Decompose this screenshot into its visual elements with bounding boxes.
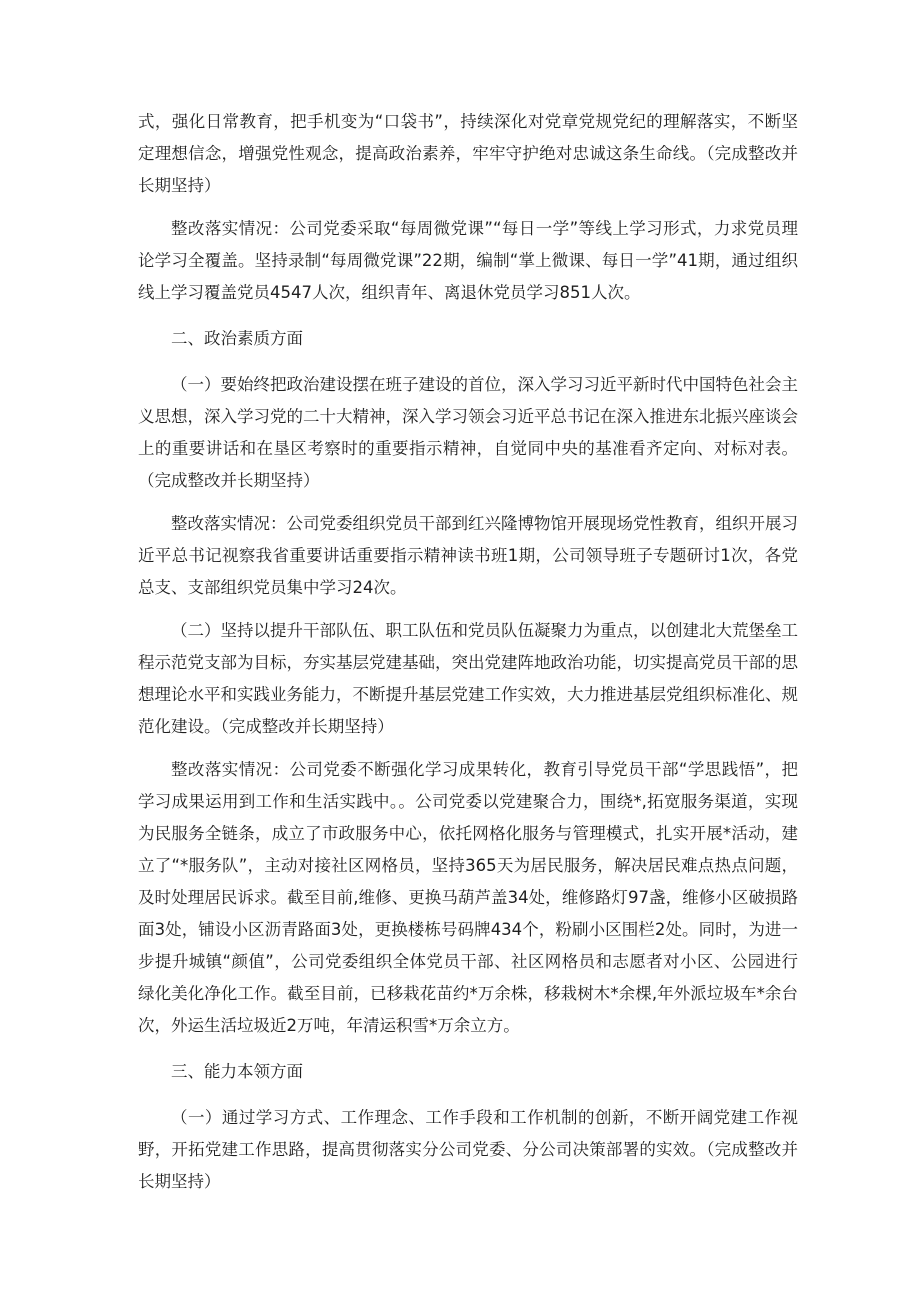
rectification-status-paragraph: 整改落实情况：公司党委组织党员干部到红兴隆博物馆开展现场党性教育，组织开展习近平总书记视察我省重要讲话重要指示精神读书班1期，公司领导班子专题研讨1次，各党总支、支部组织党员集中学习24次。	[138, 514, 798, 597]
section-heading-political-quality: 二、政治素质方面	[171, 329, 303, 348]
section-heading-capability: 三、能力本领方面	[171, 1062, 303, 1081]
item-paragraph: （一）要始终把政治建设摆在班子建设的首位，深入学习习近平新时代中国特色社会主义思想，深入学习党的二十大精神，深入学习领会习近平总书记在深入推进东北振兴座谈会上的重要讲话和在垦区考察时的重要指示精神，自觉同中央的基准看齐定向、对标对表。（完成整改并长期坚持）	[138, 375, 798, 490]
document-page	[138, 106, 798, 1198]
continuation-paragraph: 式，强化日常教育，把手机变为“口袋书”，持续深化对党章党规党纪的理解落实，不断坚定理想信念，增强党性观念，提高政治素养，牢牢守护绝对忠诚这条生命线。（完成整改并长期坚持）	[138, 112, 798, 195]
item-paragraph: （一）通过学习方式、工作理念、工作手段和工作机制的创新，不断开阔党建工作视野，开拓党建工作思路，提高贯彻落实分公司党委、分公司决策部署的实效。（完成整改并长期坚持）	[138, 1108, 798, 1191]
item-paragraph: （二）坚持以提升干部队伍、职工队伍和党员队伍凝聚力为重点，以创建北大荒堡垒工程示范党支部为目标，夯实基层党建基础，突出党建阵地政治功能，切实提高党员干部的思想理论水平和实践业务能力，不断提升基层党建工作实效，大力推进基层党组织标准化、规范化建设。（完成整改并长期坚持）	[138, 621, 798, 736]
rectification-status-paragraph: 整改落实情况：公司党委不断强化学习成果转化，教育引导党员干部“学思践悟”，把学习成果运用到工作和生活实践中。。公司党委以党建聚合力，围绕*,拓宽服务渠道，实现为民服务全链条，成立了市政服务中心，依托网格化服务与管理模式，扎实开展*活动，建立了“*服务队”，主动对接社区网格员，坚持365天为居民服务，解决居民难点热点问题，及时处理居民诉求。截至目前,维修、更换马葫芦盖34处，维修路灯97盏，维修小区破损路面3处，铺设小区沥青路面3处，更换楼栋号码牌434个，粉刷小区围栏2处。同时，为进一步提升城镇“颜值”，公司党委组织全体党员干部、社区网格员和志愿者对小区、公园进行绿化美化净化工作。截至目前，已移栽花苗约*万余株，移栽树木*余棵,年外派垃圾车*余台次，外运生活垃圾近2万吨，年清运积雪*万余立方。	[138, 760, 798, 1035]
rectification-status-paragraph: 整改落实情况：公司党委采取“每周微党课”“每日一学”等线上学习形式，力求党员理论学习全覆盖。坚持录制“每周微党课”22期，编制“掌上微课、每日一学”41期，通过组织线上学习覆盖党员4547人次，组织青年、离退休党员学习851人次。	[138, 219, 798, 302]
